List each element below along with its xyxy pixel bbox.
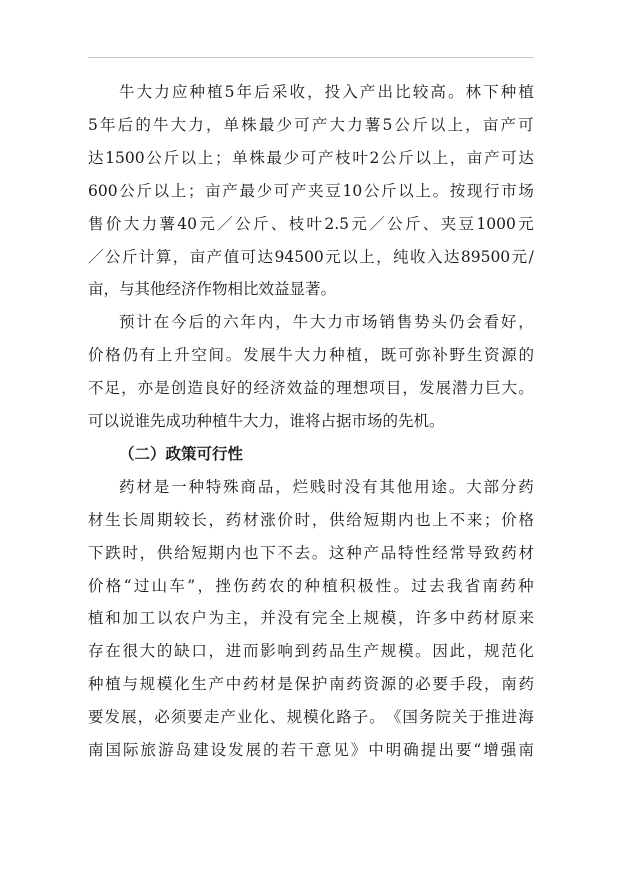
para-policy-line: 要 发 展 ， 必 须 要 走 产 业 化 、 规 模 化 路 子 。 《 国 务 院 关 于 推 进 海 xyxy=(88,708,534,727)
para-yield-line: 售 价 大 力 薯 40 元 ／ 公 斤 、 枝 叶 2.5 元 ／ 公 斤 、 夹 豆 1000 元 xyxy=(88,214,534,233)
line-text: （二）政策可行性 xyxy=(119,443,244,463)
line-text: 亩，与其他经济作物相比效益显著。 xyxy=(88,280,337,299)
para-market-line: 预 计 在 今 后 的 六 年 内 ， 牛 大 力 市 场 销 售 势 头 仍 会 看 好 ， xyxy=(119,313,534,332)
section-heading xyxy=(119,438,243,470)
para-policy-line: 下 跌 时 ， 供 给 短 期 内 也 下 不 去 。 这 种 产 品 特 性 经 常 导 致 药 材 xyxy=(88,543,534,562)
para-yield-line: 达 1500 公 斤 以 上 ； 单 株 最 少 可 产 枝 叶 2 公 斤 以 上 ， 亩 产 可 达 xyxy=(88,148,534,167)
para-yield-line xyxy=(88,273,336,305)
para-yield-line: 牛 大 力 应 种 植 5 年 后 采 收 ， 投 入 产 出 比 较 高 。 林 下 种 植 xyxy=(119,83,534,101)
para-policy-line: 材 生 长 周 期 较 长 ， 药 材 涨 价 时 ， 供 给 短 期 内 也 上 不 来 ； 价 格 xyxy=(88,510,534,529)
para-policy-line: 南 国 际 旅 游 岛 建 设 发 展 的 若 干 意 见 》 中 明 确 提 出 要 “ 增 强 南 xyxy=(88,741,534,759)
para-yield-line: ／ 公 斤 计 算 ， 亩 产 值 可 达 94500 元 以 上 ， 纯 收 入 达 89500 元 / xyxy=(88,247,534,266)
para-policy-line: 存 在 很 大 的 缺 口 ， 进 而 影 响 到 药 品 生 产 规 模 。 因 此 ， 规 范 化 xyxy=(88,642,534,661)
para-market-line xyxy=(88,405,445,437)
para-policy-line: 植 和 加 工 以 农 户 为 主 ， 并 没 有 完 全 上 规 模 ， 许 多 中 药 材 原 来 xyxy=(88,609,534,628)
para-yield-line: 5 年 后 的 牛 大 力 ， 单 株 最 少 可 产 大 力 薯 5 公 斤 以 上 ， 亩 产 可 xyxy=(88,115,534,134)
line-text: 可以说谁先成功种植牛大力，谁将占据市场的先机。 xyxy=(88,412,445,430)
para-policy-line: 价 格 “ 过 山 车 ” ， 挫 伤 药 农 的 种 植 积 极 性 。 过 去 我 省 南 药 种 xyxy=(88,576,534,595)
para-market-line: 价 格 仍 有 上 升 空 间 。 发 展 牛 大 力 种 植 ， 既 可 弥 补 野 生 资 源 的 xyxy=(88,346,534,365)
para-market-line: 不 足 ， 亦 是 创 造 良 好 的 经 济 效 益 的 理 想 项 目 ， 发 展 潜 力 巨 大 。 xyxy=(88,379,534,398)
header-rule xyxy=(88,57,534,58)
para-yield-line: 600 公 斤 以 上 ； 亩 产 最 少 可 产 夹 豆 10 公 斤 以 上 。 按 现 行 市 场 xyxy=(88,181,534,200)
para-policy-line: 种 植 与 规 模 化 生 产 中 药 材 是 保 护 南 药 资 源 的 必 要 手 段 ， 南 药 xyxy=(88,675,534,694)
para-policy-line: 药 材 是 一 种 特 殊 商 品 ， 烂 贱 时 没 有 其 他 用 途 。 大 部 分 药 xyxy=(119,477,534,496)
